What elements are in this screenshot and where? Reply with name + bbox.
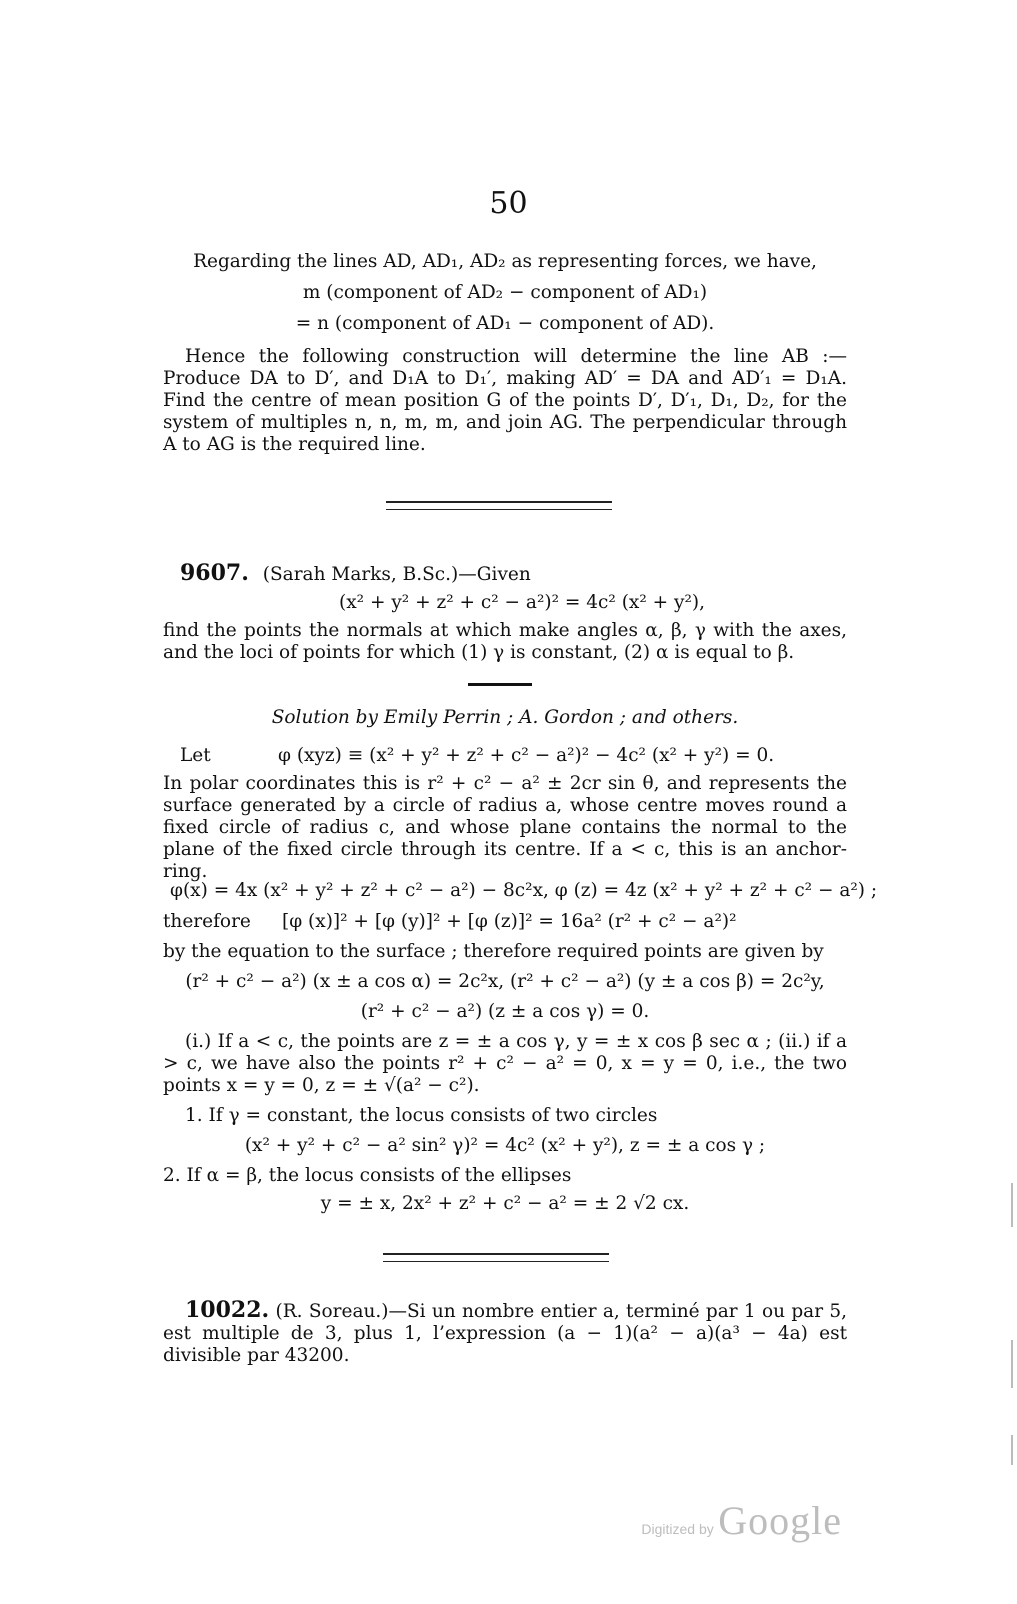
intro-paragraph: Hence the following construction will determine the line AB :—Produce DA to D′, and D₁A to D₁′, making AD′ = DA and AD′₁ = D₁A. Find the centre of mean position G of the points D′, D′₁, D₁, D₂, for the system of multiples n, n, m, m, and join AG. The perpendicular through A to AG is the required line. xyxy=(163,346,847,455)
case-1-equation: (x² + y² + c² − a² sin² γ)² = 4c² (x² + y²), z = ± a cos γ ; xyxy=(244,1135,766,1156)
question-9607-header xyxy=(180,562,531,586)
question-number: 9607. xyxy=(180,560,249,586)
page-edge-mark xyxy=(1011,1183,1013,1227)
page-edge-mark xyxy=(1011,1340,1013,1388)
intro-line-2: m (component of AD₂ − component of AD₁) xyxy=(302,282,708,303)
watermark-prefix: Digitized by xyxy=(641,1521,714,1537)
question-10022-number: 10022. xyxy=(185,1297,270,1323)
let-word: Let xyxy=(180,745,211,766)
phi-equations: φ(x) = 4x (x² + y² + z² + c² − a²) − 8c²x, φ (z) = 4z (x² + y² + z² + c² − a²) ; xyxy=(170,880,878,901)
google-logo: Google xyxy=(718,1498,842,1543)
let-equation: φ (xyz) ≡ (x² + y² + z² + c² − a²)² − 4c² (x² + y²) = 0. xyxy=(278,745,775,766)
question-author: (Sarah Marks, B.Sc.)—Given xyxy=(262,564,531,585)
solution-heading: Solution by Emily Perrin ; A. Gordon ; and others. xyxy=(271,707,739,728)
question-equation: (x² + y² + z² + c² − a²)² = 4c² (x² + y²), xyxy=(339,592,705,613)
section-divider xyxy=(386,501,612,510)
case-2: 2. If α = β, the locus consists of the ellipses xyxy=(163,1165,572,1186)
question-10022-text: (R. Soreau.)—Si un nombre entier a, terminé par 1 ou par 5, est multiple de 3, plus 1, l’expression (a − 1)(a² − a)(a³ − 4a) est divisible par 43200. xyxy=(163,1301,847,1366)
page-edge-mark xyxy=(1011,1435,1013,1465)
intro-line-1: Regarding the lines AD, AD₁, AD₂ as representing forces, we have, xyxy=(193,251,817,272)
surface-sentence: by the equation to the surface ; therefore required points are given by xyxy=(163,941,824,962)
points-equation-2: (r² + c² − a²) (z ± a cos γ) = 0. xyxy=(360,1001,650,1022)
page-number: 50 xyxy=(489,186,528,221)
cases-paragraph: (i.) If a < c, the points are z = ± a cos γ, y = ± x cos β sec α ; (ii.) if a > c, we have also the points r² + c² − a² = 0, x = y = 0, i.e., the two points x = y = 0, z = ± √(a² − c²). xyxy=(163,1031,847,1096)
therefore-word: therefore xyxy=(163,911,251,932)
section-divider-2 xyxy=(383,1253,609,1262)
solution-paragraph: In polar coordinates this is r² + c² − a² ± 2cr sin θ, and represents the surface generated by a circle of radius a, whose centre moves round a fixed circle of radius c, and whose plane contains the normal to the plane of the fixed circle through its centre. If a < c, this is an anchor-ring. xyxy=(163,773,847,882)
case-2-equation: y = ± x, 2x² + z² + c² − a² = ± 2 √2 cx. xyxy=(320,1193,690,1214)
case-1: 1. If γ = constant, the locus consists of two circles xyxy=(185,1105,658,1126)
question-10022 xyxy=(163,1299,847,1367)
short-divider xyxy=(468,683,532,686)
question-text: find the points the normals at which make angles α, β, γ with the axes, and the loci of points for which (1) γ is constant, (2) α is equal to β. xyxy=(163,620,847,663)
therefore-equation: [φ (x)]² + [φ (y)]² + [φ (z)]² = 16a² (r² + c² − a²)² xyxy=(282,911,737,932)
points-equation-1: (r² + c² − a²) (x ± a cos α) = 2c²x, (r² + c² − a²) (y ± a cos β) = 2c²y, xyxy=(185,971,825,992)
digitized-watermark xyxy=(641,1497,842,1544)
intro-line-3: = n (component of AD₁ − component of AD). xyxy=(295,313,715,334)
